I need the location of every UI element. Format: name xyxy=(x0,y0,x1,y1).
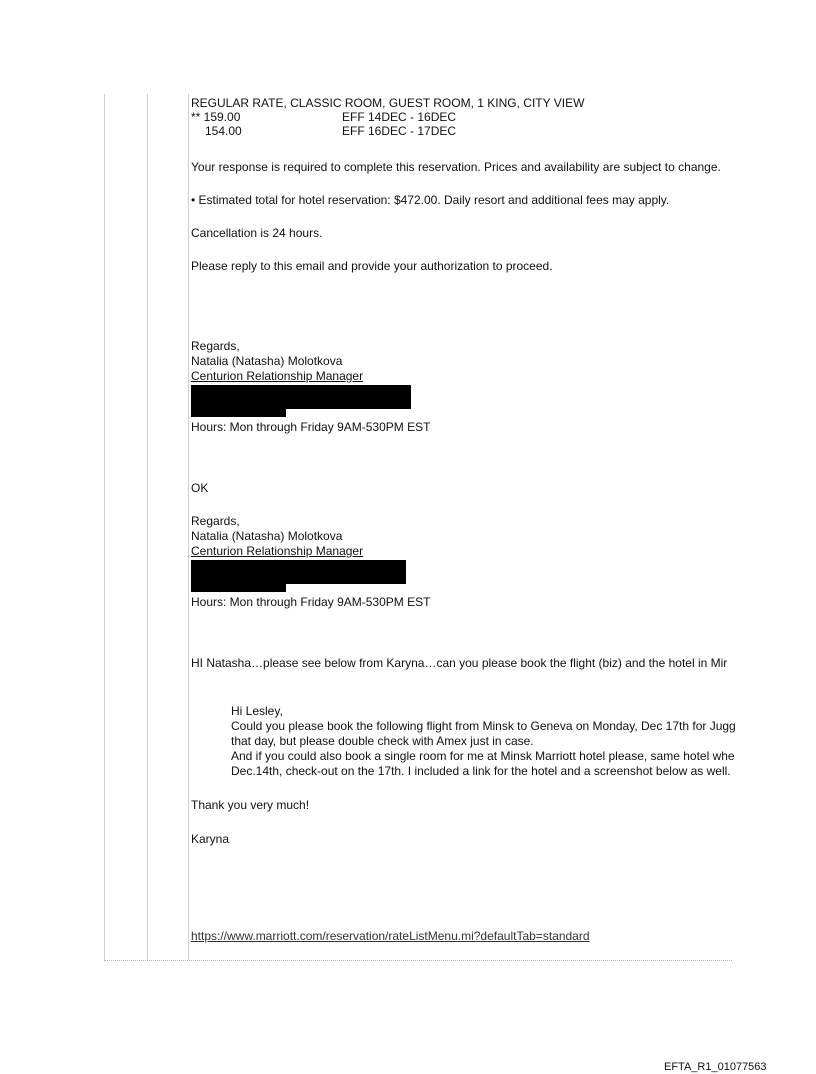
redaction-block-2-tail xyxy=(191,584,286,592)
thanks-text: Thank you very much! xyxy=(191,798,310,812)
redaction-block-1 xyxy=(191,385,411,409)
rate-header: REGULAR RATE, CLASSIC ROOM, GUEST ROOM, 1 KING, CITY VIEW xyxy=(191,96,585,110)
reply-request-text: Please reply to this email and provide your authorization to proceed. xyxy=(191,259,553,273)
email-body xyxy=(191,96,816,956)
quoted-line-2: that day, but please double check with Amex just in case. xyxy=(231,734,534,748)
quoted-line-3: And if you could also book a single room for me at Minsk Marriott hotel please, same hotel whe xyxy=(231,749,735,763)
rate-row-2-price: 154.00 xyxy=(205,124,242,138)
rate-row-1-price: ** 159.00 xyxy=(191,110,241,124)
signature-2-title: Centurion Relationship Manager xyxy=(191,544,364,558)
signature-2-regards: Regards, xyxy=(191,514,240,528)
signature-2-name: Natalia (Natasha) Molotkova xyxy=(191,529,343,543)
quoted-greeting: Hi Lesley, xyxy=(231,704,283,718)
quoted-line-1: Could you please book the following flight from Minsk to Geneva on Monday, Dec 17th for Jugg xyxy=(231,719,736,733)
bottom-divider xyxy=(104,960,732,961)
signature-1-name: Natalia (Natasha) Molotkova xyxy=(191,354,343,368)
bates-number: EFTA_R1_01077563 xyxy=(664,1061,767,1073)
rate-row-2-eff: EFF 16DEC - 17DEC xyxy=(342,124,457,138)
cancellation-text: Cancellation is 24 hours. xyxy=(191,226,323,240)
quote-gutter-line-2 xyxy=(147,94,148,960)
quote-gutter-line-1 xyxy=(104,94,105,960)
ok-reply: OK xyxy=(191,481,209,495)
quoted-line-4: Dec.14th, check-out on the 17th. I included a link for the hotel and a screenshot below as well. xyxy=(231,764,731,778)
redaction-block-1-tail xyxy=(191,409,286,417)
estimated-total-bullet: • Estimated total for hotel reservation: $472.00. Daily resort and additional fees may apply. xyxy=(191,193,670,207)
marriott-reservation-link[interactable]: https://www.marriott.com/reservation/rateListMenu.mi?defaultTab=standard xyxy=(191,929,590,943)
signature-1-hours: Hours: Mon through Friday 9AM-530PM EST xyxy=(191,420,431,434)
signature-1-regards: Regards, xyxy=(191,339,240,353)
redaction-block-2 xyxy=(191,560,406,584)
quote-gutter-line-3 xyxy=(188,94,189,960)
response-required-text: Your response is required to complete this reservation. Prices and availability are subject to change. xyxy=(191,160,721,174)
rate-row-1-eff: EFF 14DEC - 16DEC xyxy=(342,110,457,124)
forward-request-text: HI Natasha…please see below from Karyna…can you please book the flight (biz) and the hotel in Mir xyxy=(191,656,728,670)
signature-2-hours: Hours: Mon through Friday 9AM-530PM EST xyxy=(191,595,431,609)
signature-1-title: Centurion Relationship Manager xyxy=(191,369,364,383)
signoff-name: Karyna xyxy=(191,832,230,846)
